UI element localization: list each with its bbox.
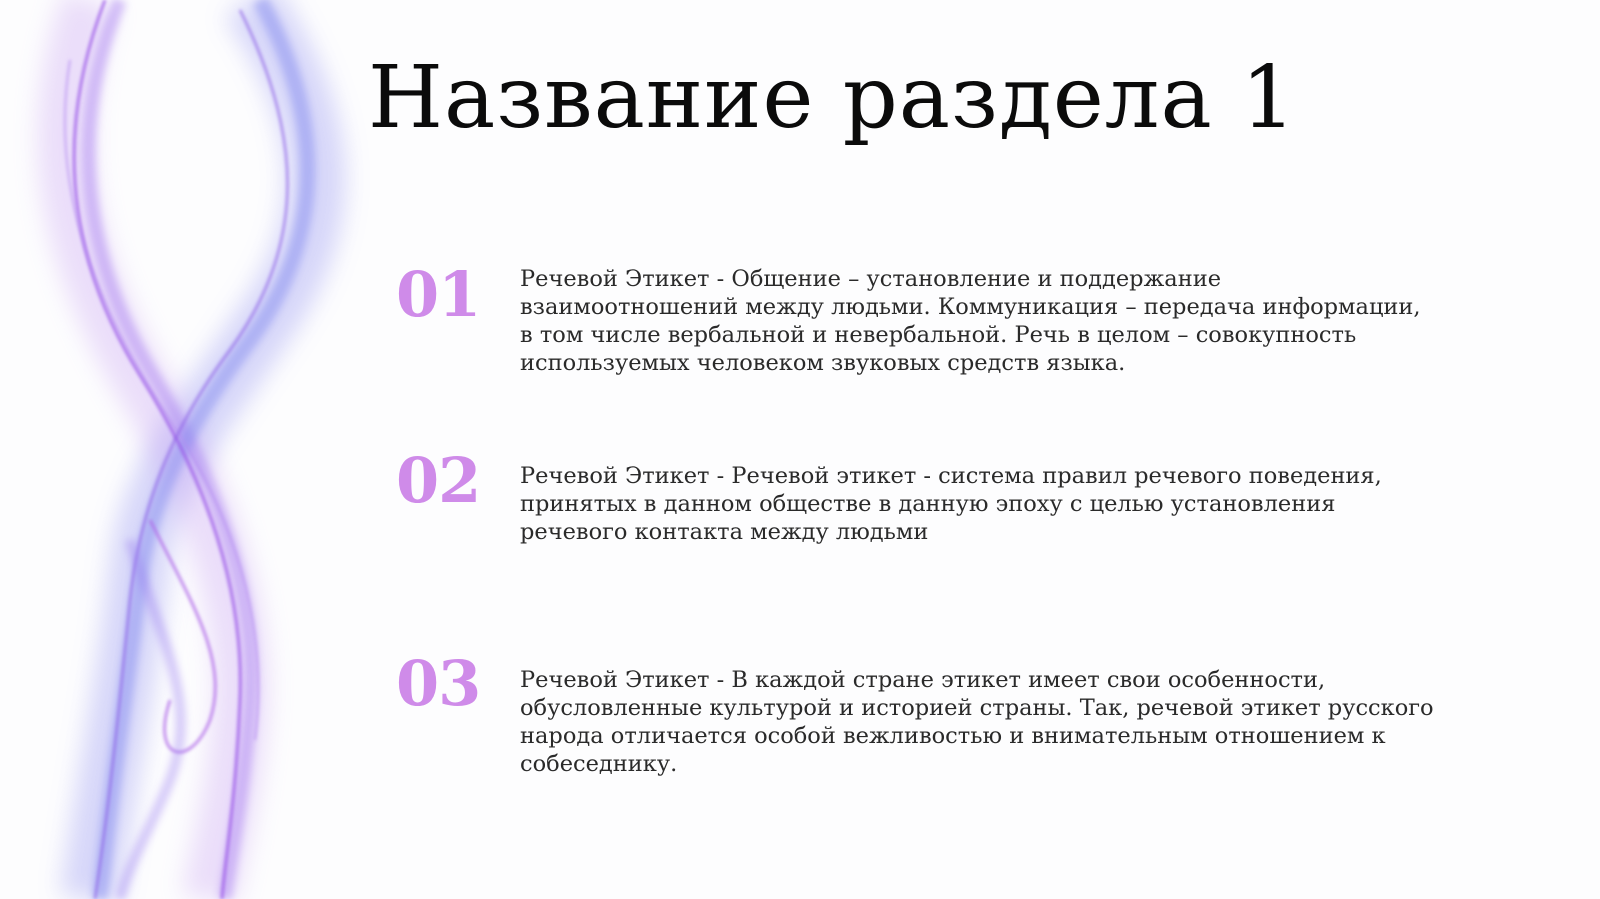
purple-smoke-decoration [0, 0, 380, 899]
item-text: Речевой Этикет - Речевой этикет - система правил речевого поведения, принятых в данном обществе в данную эпоху с целью установления речевого контакта между людьми [520, 463, 1382, 545]
item-number: 02 [396, 444, 481, 517]
item-number: 01 [396, 258, 481, 331]
section-title: Название раздела 1 [368, 48, 1297, 148]
item-text: Речевой Этикет - Общение – установление и поддержание взаимоотношений между людьми. Коммуникация – передача информации, в том числе вербальной и невербальной. Речь в целом – совокупность используемых человеком звуковых средств языка. [520, 266, 1421, 376]
item-text: Речевой Этикет - В каждой стране этикет имеет свои особенности, обусловленные культурой и историей страны. Так, речевой этикет русского народа отличается особой вежливостью и внимательным отношением к собеседнику. [520, 667, 1434, 777]
item-number: 03 [396, 647, 481, 720]
